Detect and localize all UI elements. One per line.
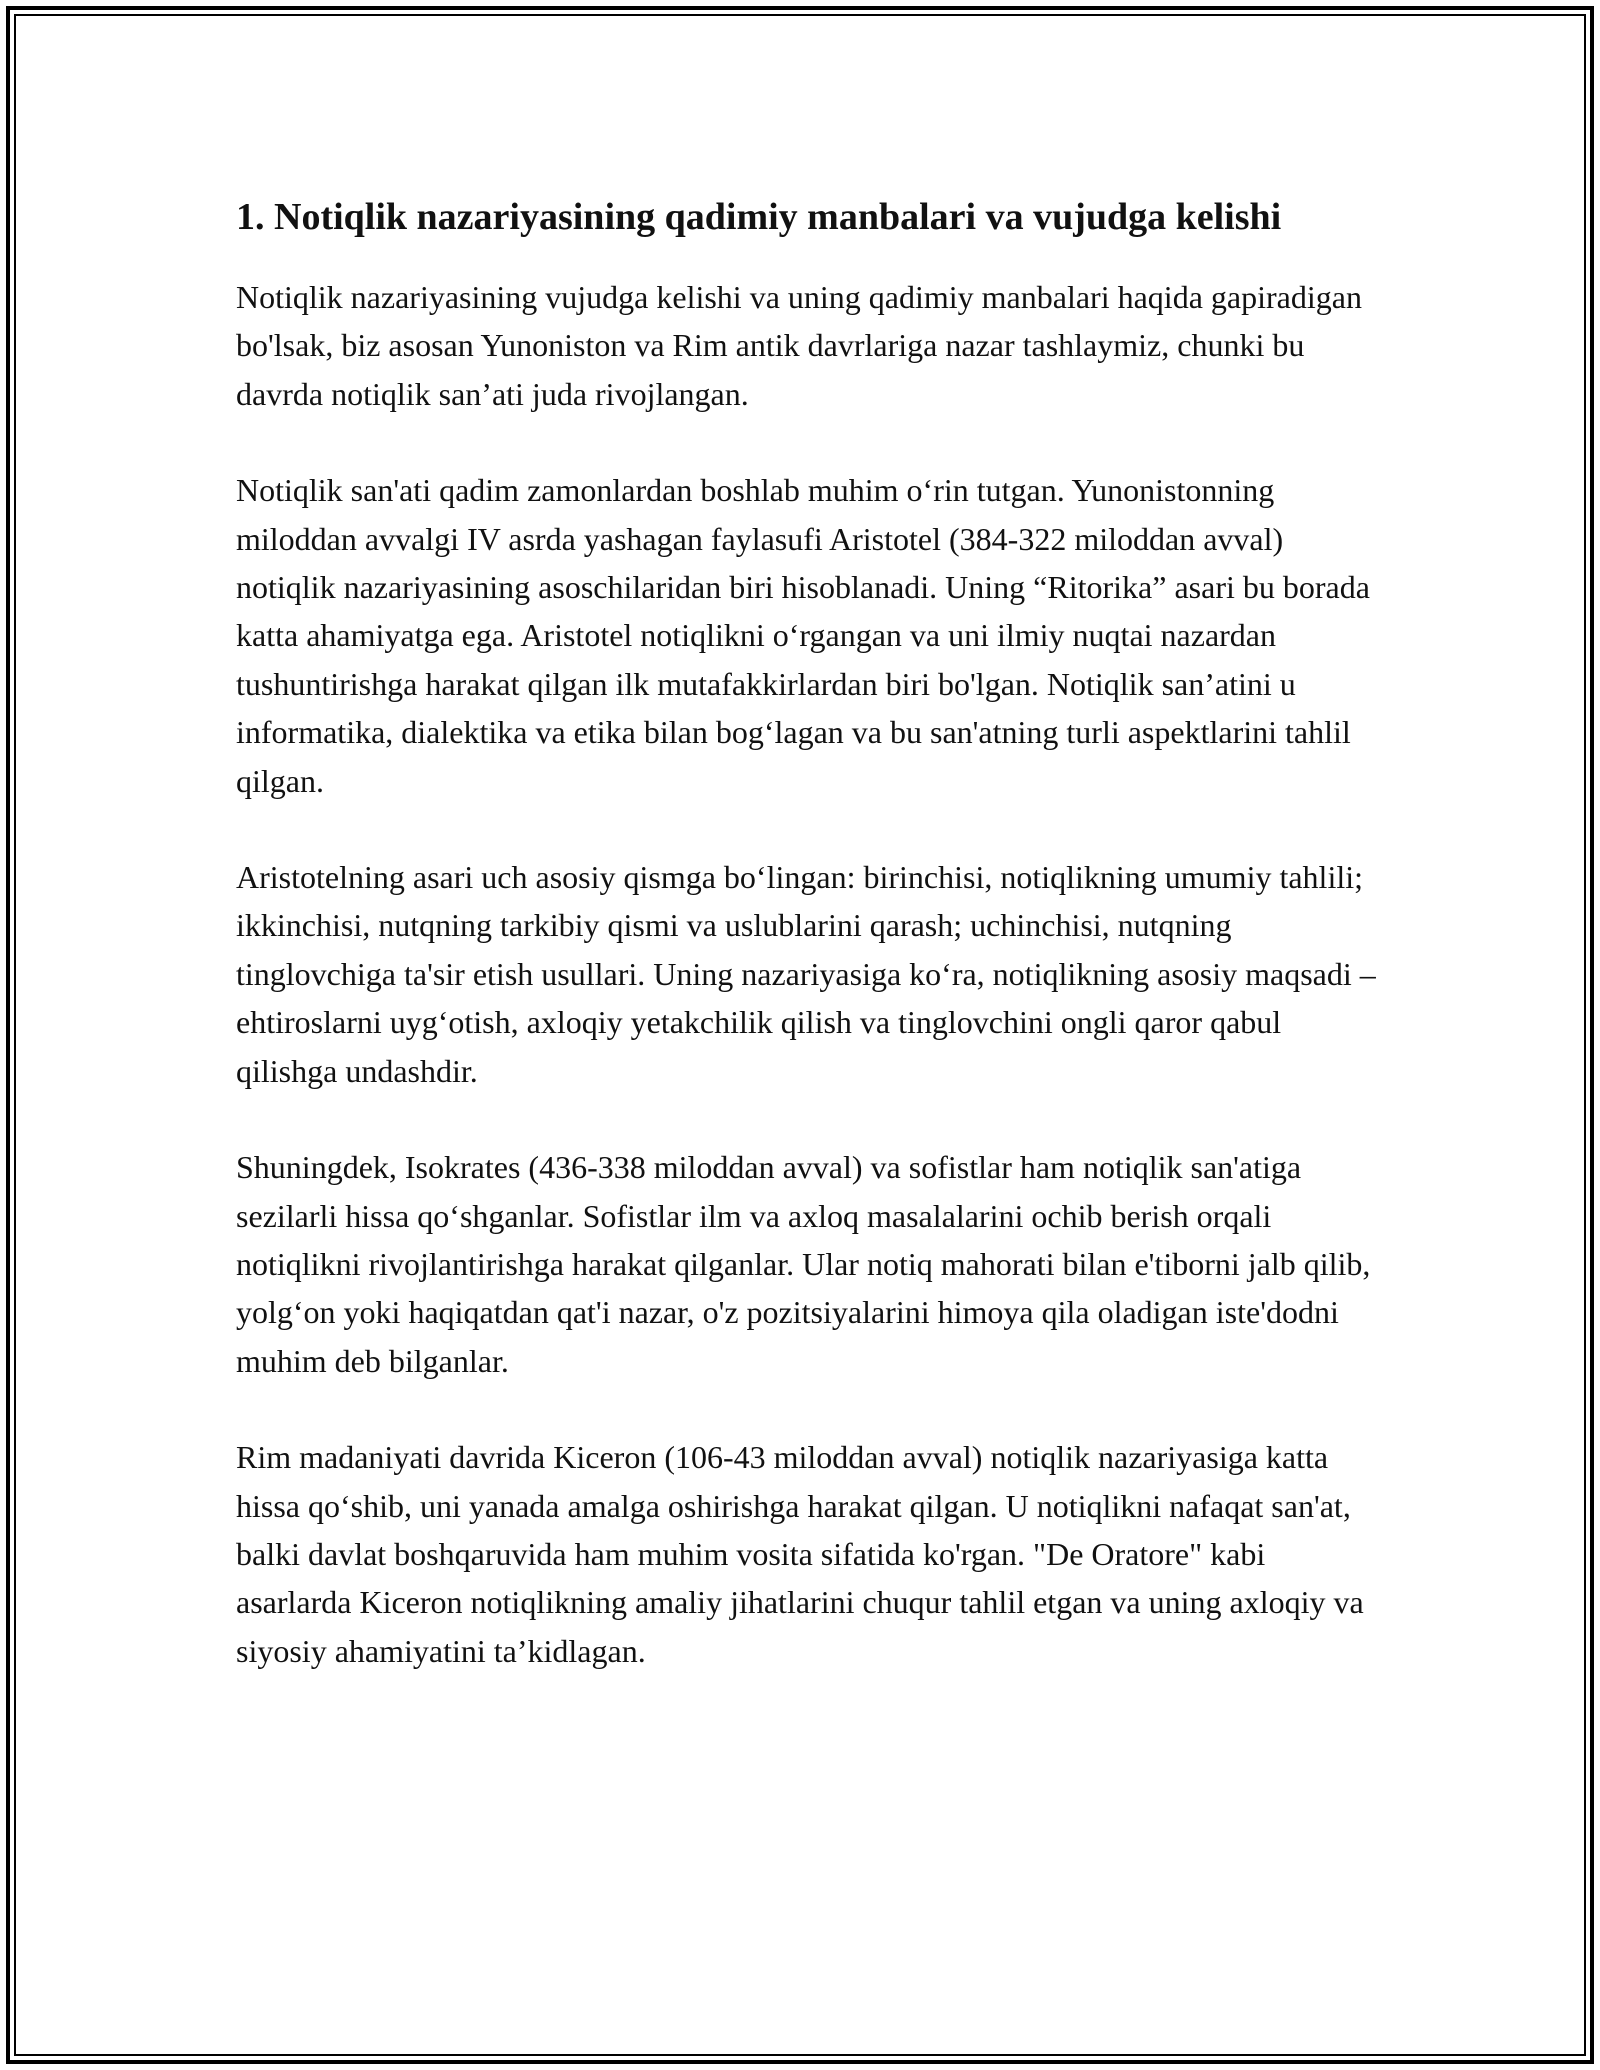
document-body <box>236 190 1376 1675</box>
paragraph-isocrates-sophists: Shuningdek, Isokrates (436-338 miloddan avval) va sofistlar ham notiqlik san'atiga sezilarli hissa qo‘shganlar. Sofistlar ilm va axloq masalalarini ochib berish orqali notiqlikni rivojlantirishga harakat qilganlar. Ular notiq mahorati bilan e'tiborni jalb qilib, yolg‘on yoki haqiqatdan qat'i nazar, o'z pozitsiyalarini himoya qila oladigan iste'dodni muhim deb bilganlar. <box>236 1149 1371 1379</box>
paragraph-rhetoric-structure: Aristotelning asari uch asosiy qismga bo‘lingan: birinchisi, notiqlikning umumiy tahlili; ikkinchisi, nutqning tarkibiy qismi va uslublarini qarash; uchinchisi, nutqning tinglovchiga ta'sir etish usullari. Uning nazariyasiga ko‘ra, notiqlikning asosiy maqsadi – ehtiroslarni uyg‘otish, axloqiy yetakchilik qilish va tinglovchini ongli qaror qabul qilishga undashdir. <box>236 859 1376 1089</box>
paragraph-aristotle: Notiqlik san'ati qadim zamonlardan boshlab muhim o‘rin tutgan. Yunonistonning miloddan avvalgi IV asrda yashagan faylasufi Aristotel (384-322 miloddan avval) notiqlik nazariyasining asoschilaridan biri hisoblanadi. Uning “Ritorika” asari bu borada katta ahamiyatga ega. Aristotel notiqlikni o‘rgangan va uni ilmiy nuqtai nazardan tushuntirishga harakat qilgan ilk mutafakkirlardan biri bo'lgan. Notiqlik san’atini u informatika, dialektika va etika bilan bog‘lagan va bu san'atning turli aspektlarini tahlil qilgan. <box>236 472 1370 799</box>
paragraph-intro: Notiqlik nazariyasining vujudga kelishi va uning qadimiy manbalari haqida gapiradigan bo'lsak, biz asosan Yunoniston va Rim antik davrlariga nazar tashlaymiz, chunki bu davrda notiqlik san’ati juda rivojlangan. <box>236 279 1362 412</box>
page-title: 1. Notiqlik nazariyasining qadimiy manbalari va vujudga kelishi <box>236 196 1282 238</box>
paragraph-cicero: Rim madaniyati davrida Kiceron (106-43 miloddan avval) notiqlik nazariyasiga katta hissa qo‘shib, uni yanada amalga oshirishga harakat qilgan. U notiqlikni nafaqat san'at, balki davlat boshqaruvida ham muhim vosita sifatida ko'rgan. "De Oratore" kabi asarlarda Kiceron notiqlikning amaliy jihatlarini chuqur tahlil etgan va uning axloqiy va siyosiy ahamiyatini ta’kidlagan. <box>236 1439 1364 1669</box>
